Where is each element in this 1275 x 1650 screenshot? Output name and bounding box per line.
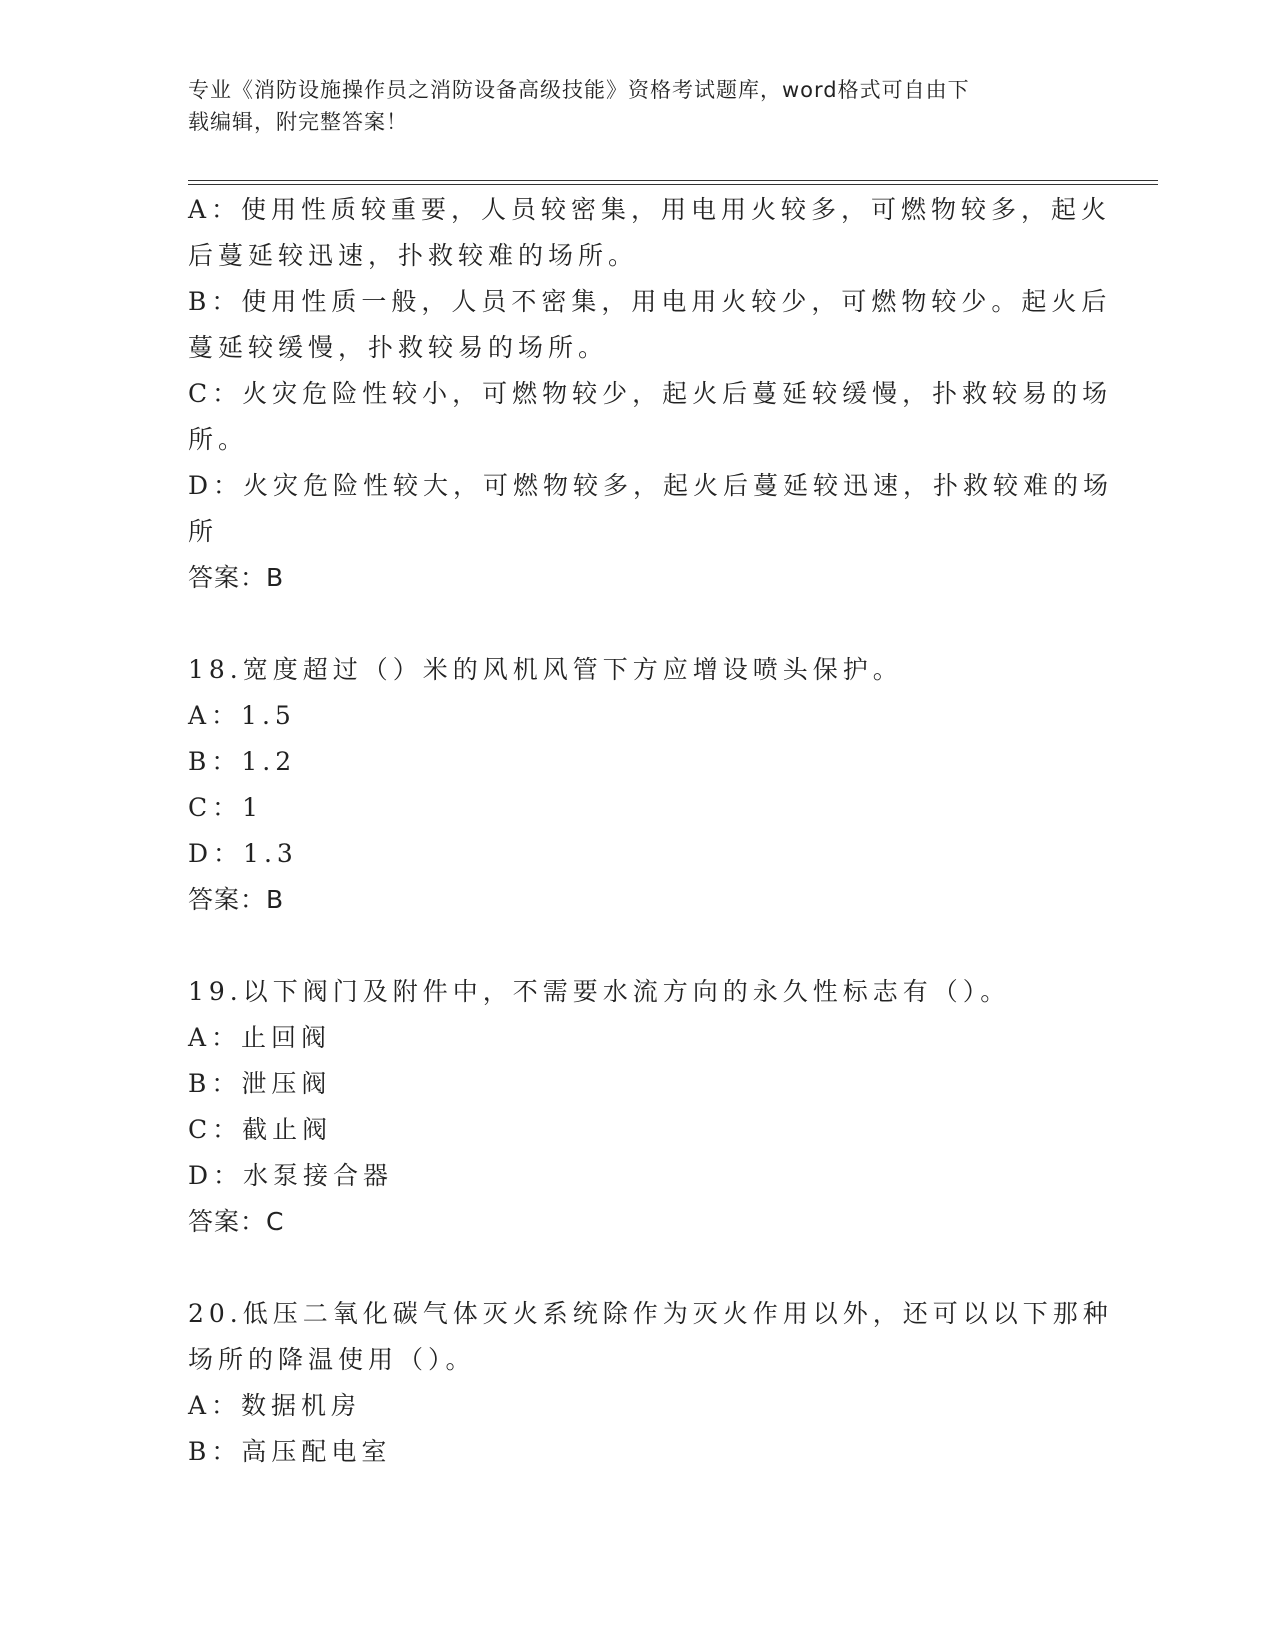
option-b: B：泄压阀	[188, 1069, 332, 1098]
spacer	[188, 1245, 1088, 1291]
option-b-line-2: 蔓延较缓慢，扑救较易的场所。	[188, 333, 609, 362]
option-c: C：截止阀	[188, 1115, 333, 1144]
answer-18: 答案：B	[188, 885, 285, 914]
option-b: B：1.2	[188, 747, 297, 776]
question-18	[188, 647, 1088, 923]
option-a: A：止回阀	[188, 1023, 332, 1052]
option-a-line-2: 后蔓延较迅速，扑救较难的场所。	[188, 241, 639, 270]
question-20	[188, 1291, 1113, 1475]
question-20-text-line-1: 20.低压二氧化碳气体灭火系统除作为灭火作用以外，还可以以下那种	[188, 1299, 1113, 1328]
option-c-line-1: C：火灾危险性较小，可燃物较少，起火后蔓延较缓慢，扑救较易的场	[188, 379, 1113, 408]
answer-19: 答案：C	[188, 1207, 285, 1236]
header-line-1: 专业《消防设施操作员之消防设备高级技能》资格考试题库，word格式可自由下	[188, 78, 970, 102]
option-c-line-2: 所。	[188, 425, 249, 454]
header-divider-top	[188, 180, 1158, 181]
option-c: C：1	[188, 793, 264, 822]
option-a: A：1.5	[188, 701, 296, 730]
option-d-line-2: 所	[188, 517, 219, 546]
question-20-text-line-2: 场所的降温使用（）。	[188, 1345, 476, 1374]
option-d: D：水泵接合器	[188, 1161, 394, 1190]
document-header	[188, 74, 1068, 138]
spacer	[188, 923, 1088, 969]
question-list	[188, 187, 1114, 1475]
option-d: D：1.3	[188, 839, 298, 868]
option-b: B：高压配电室	[188, 1437, 392, 1466]
option-d-line-1: D：火灾危险性较大，可燃物较多，起火后蔓延较迅速，扑救较难的场	[188, 471, 1114, 500]
option-a: A：数据机房	[188, 1391, 362, 1420]
answer-17: 答案：B	[188, 563, 285, 592]
question-19	[188, 969, 1088, 1245]
option-b-line-1: B：使用性质一般，人员不密集，用电用火较少，可燃物较少。起火后	[188, 287, 1112, 316]
question-17	[188, 187, 1114, 601]
header-divider-bottom	[188, 184, 1158, 185]
spacer	[188, 601, 1088, 647]
question-18-text: 18.宽度超过（）米的风机风管下方应增设喷头保护。	[188, 655, 903, 684]
question-19-text: 19.以下阀门及附件中，不需要水流方向的永久性标志有（）。	[188, 977, 1011, 1006]
option-a-line-1: A：使用性质较重要，人员较密集，用电用火较多，可燃物较多，起火	[188, 195, 1112, 224]
header-line-2: 载编辑，附完整答案！	[188, 110, 408, 134]
